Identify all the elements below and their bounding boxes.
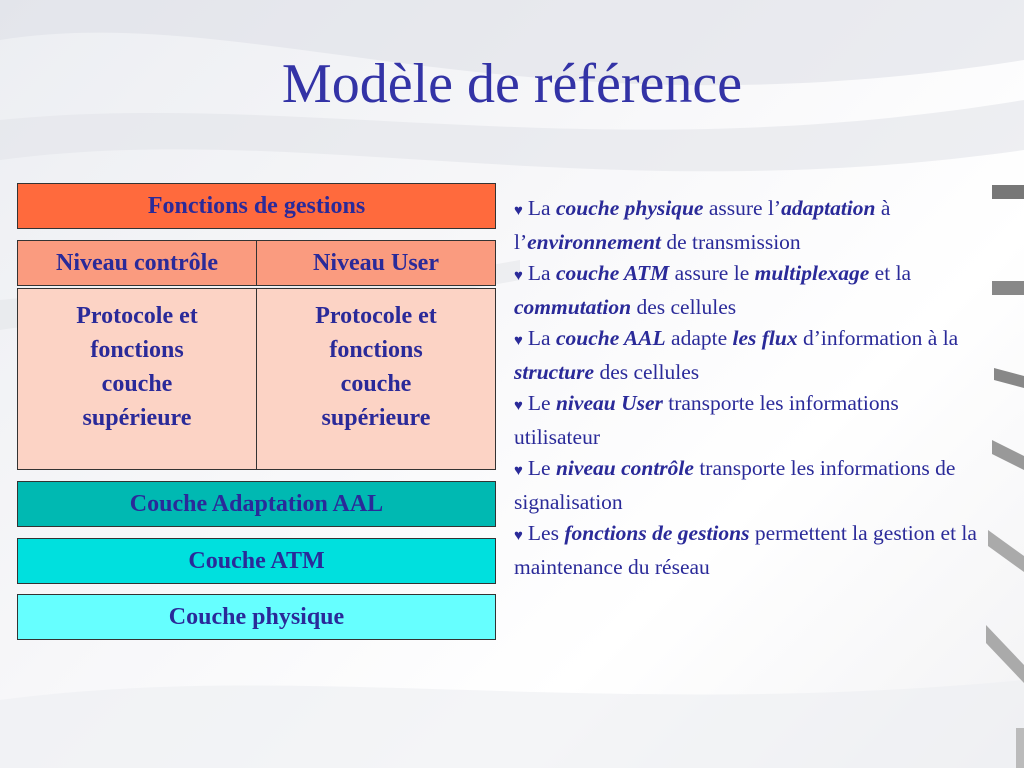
heart-icon: ♥ <box>514 398 523 414</box>
note-emphasis: les flux <box>732 326 798 350</box>
note-text: et la <box>869 261 912 285</box>
note-emphasis: couche physique <box>555 196 704 220</box>
note-text: transporte les informations de signalisation <box>514 456 956 514</box>
note-item <box>514 258 984 323</box>
note-text: Les <box>527 521 565 545</box>
aal-layer-box: Couche Adaptation AAL <box>17 481 496 527</box>
note-emphasis: niveau contrôle <box>555 456 694 480</box>
note-emphasis: couche AAL <box>555 326 666 350</box>
slide-title: Modèle de référence <box>281 53 743 115</box>
atm-layer-box: Couche ATM <box>17 538 496 584</box>
note-text: à l’ <box>514 196 891 254</box>
note-text: assure l’ <box>703 196 782 220</box>
control-upper-protocols-cell: Protocole et fonctions couche supérieure <box>76 303 198 431</box>
plane-header-row <box>17 240 496 286</box>
note-emphasis: adaptation <box>781 196 876 220</box>
note-text: d’information à la <box>797 326 959 350</box>
note-emphasis: commutation <box>514 295 632 319</box>
note-text: des cellules <box>594 360 700 384</box>
note-text: assure le <box>669 261 755 285</box>
note-text: Le <box>527 456 556 480</box>
heart-icon: ♥ <box>514 528 523 544</box>
physical-layer-box: Couche physique <box>17 594 496 640</box>
note-emphasis: environnement <box>527 230 661 254</box>
gestion-functions-box: Fonctions de gestions <box>17 183 496 229</box>
user-upper-protocols-cell: Protocole et fonctions couche supérieure <box>256 289 495 469</box>
heart-icon: ♥ <box>514 463 523 479</box>
notes-list <box>514 193 984 583</box>
note-emphasis: structure <box>514 360 595 384</box>
heart-icon: ♥ <box>514 333 523 349</box>
note-item <box>514 323 984 388</box>
note-emphasis: multiplexage <box>754 261 870 285</box>
upper-layer-protocols-row <box>17 288 496 470</box>
note-emphasis: couche ATM <box>555 261 670 285</box>
note-item <box>514 193 984 258</box>
note-text: de transmission <box>660 230 801 254</box>
note-text: transporte les informations utilisateur <box>514 391 899 449</box>
note-emphasis: niveau User <box>555 391 663 415</box>
note-text: Le <box>527 391 556 415</box>
user-plane-cell: Niveau User <box>256 241 495 285</box>
note-emphasis: fonctions de gestions <box>564 521 750 545</box>
control-plane-cell: Niveau contrôle <box>56 249 218 276</box>
note-item <box>514 388 984 453</box>
note-text: La <box>527 196 556 220</box>
heart-icon: ♥ <box>514 203 523 219</box>
note-text: permettent la gestion et la maintenance du réseau <box>514 521 977 579</box>
note-item <box>514 518 984 583</box>
note-text: La <box>527 326 556 350</box>
note-text: adapte <box>665 326 733 350</box>
heart-icon: ♥ <box>514 268 523 284</box>
note-text: La <box>527 261 556 285</box>
note-item <box>514 453 984 518</box>
note-text: des cellules <box>631 295 737 319</box>
